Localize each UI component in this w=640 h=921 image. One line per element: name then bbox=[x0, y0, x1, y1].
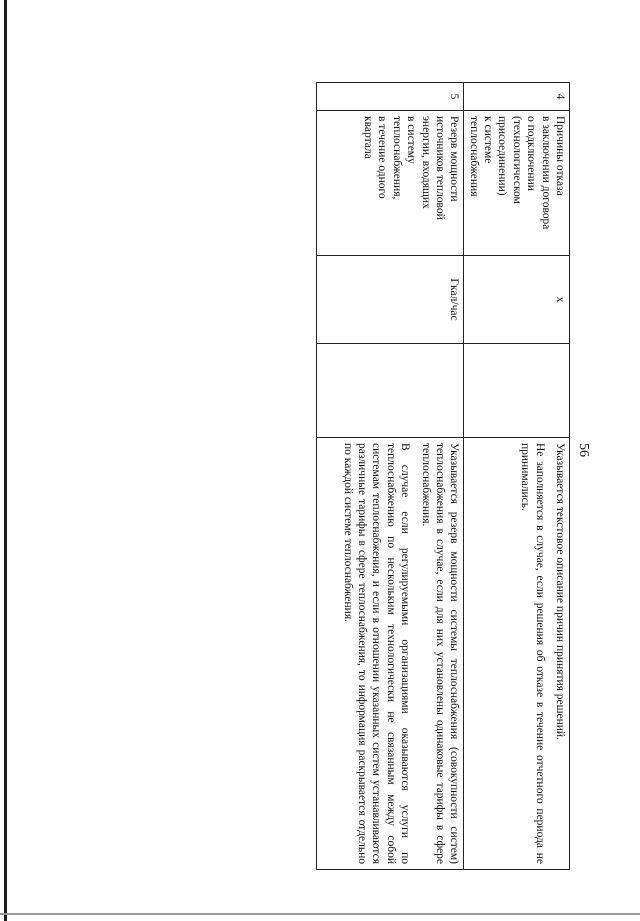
indicator-name: Резерв мощности источников тепловой энергии, входящих в систему теплоснабжения, в течение одного квартала bbox=[317, 111, 464, 256]
unit-of-measure: x bbox=[464, 256, 570, 344]
page-number: 56 bbox=[576, 443, 591, 457]
disclosure-table bbox=[316, 82, 570, 870]
table-row bbox=[317, 83, 464, 870]
description-paragraph: Указывается текстовое описание причин принятия решений. bbox=[554, 443, 566, 740]
row-number: 5 bbox=[317, 83, 464, 111]
table-row bbox=[464, 83, 570, 870]
rotated-page-content bbox=[325, 82, 570, 869]
unit-of-measure: Гкал/час bbox=[317, 256, 464, 344]
indicator-value bbox=[464, 344, 570, 438]
description-paragraph: Не заполняется в случае, если решения об отказе в течение отчетного периода не принимались. bbox=[519, 443, 546, 864]
scan-edge-left bbox=[4, 0, 7, 921]
description-paragraph: В случае если регулируемыми организациями оказываются услуги по теплоснабжению по нескольким технологически не связанным между собой системам теплоснабжения, и если в отношении указанных систем устанавливаются различные тарифы в сфере теплоснабжения, то информация раскрывается отдельно по каждой системе теплоснабжения. bbox=[341, 443, 412, 864]
indicator-value bbox=[317, 344, 464, 438]
row-number: 4 bbox=[464, 83, 570, 111]
indicator-description bbox=[464, 438, 570, 870]
indicator-description bbox=[317, 438, 464, 870]
indicator-name: Причины отказа в заключении договора о подключении (технологическом присоединении) к системе теплоснабжения bbox=[464, 111, 570, 256]
scan-edge-bottom bbox=[0, 913, 640, 915]
description-paragraph: Указывается резерв мощности системы теплоснабжения (совокупности систем) теплоснабжения в случае, если для них установлены одинаковые тарифы в сфере теплоснабжения. bbox=[419, 443, 461, 864]
